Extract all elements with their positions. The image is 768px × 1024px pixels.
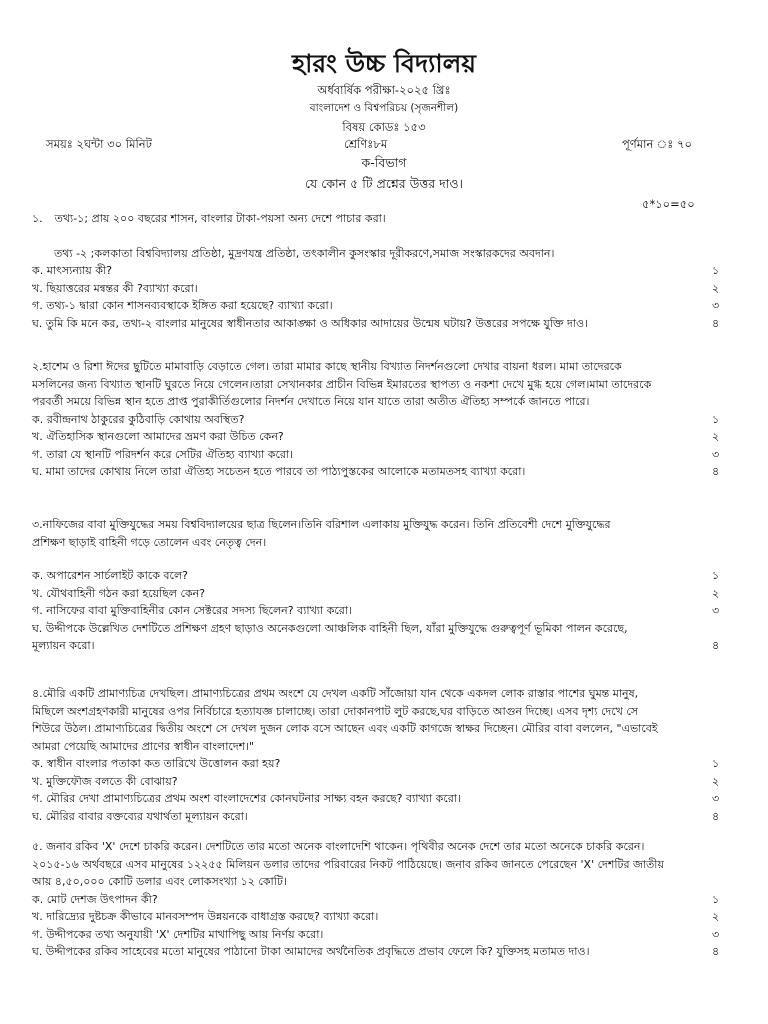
sub-question-mark: ৪	[712, 809, 720, 823]
sub-question-mark: ৩	[712, 927, 720, 941]
stem-line: ৪.মৌরি একটি প্রামাণ্যচিত্র দেখছিল। প্রামাণ্যচিত্রের প্রথম অংশে যে দেখল একটি সাঁজোয়া যান থেকে একদল লোক রাস্তার পাশের ঘুমন্ত মানুষ,	[32, 687, 639, 700]
question-stem-2: তথ্য -২ ;কলকাতা বিশ্ববিদ্যালয় প্রতিষ্ঠা, মুদ্রণযন্ত্র প্রতিষ্ঠা, তৎকালীন কুসংস্কার দূরীকরণে,সমাজ সংস্কারকদের অবদান।	[54, 246, 555, 260]
sub-question-text: ক. অপারেশন সার্চলাইট কাকে বলে?	[32, 569, 188, 582]
subject-code: বিষয় কোডঃ ১৫৩	[342, 120, 426, 134]
sub-question-text: ক. মাৎস্যন্যায় কী?	[32, 264, 112, 277]
sub-question-mark: ৪	[712, 639, 720, 652]
sub-question	[32, 908, 732, 926]
sub-question	[32, 428, 732, 446]
sub-question-mark: ১	[712, 757, 720, 770]
sub-question-text: গ. তথ্য-১ দ্বারা কোন শাসনব্যবস্থাকে ইঙ্গিত করা হয়েছে? ব্যাখ্যা করো।	[32, 299, 333, 312]
stem-line: মসলিনের জন্য বিখ্যাত স্থানটি ঘুরতে নিয়ে গেলেন।তারা সেখানকার প্রাচীন বিভিন্ন ইমারতের স্থাপত্য ও নকশা দেখে মুগ্ধ হয়ে গেল।মামা তাদেরকে	[32, 377, 652, 391]
sub-question-mark: ৩	[712, 447, 720, 461]
sub-question-mark: ১	[712, 892, 720, 906]
question-3	[32, 516, 732, 655]
sub-question-mark: ২	[712, 586, 720, 600]
sub-question	[32, 446, 732, 464]
sub-question	[32, 585, 732, 603]
full-marks: পূর্ণমান ঃ ৭০	[622, 137, 693, 151]
question-4	[32, 685, 732, 825]
sub-question-text: ঘ. উদ্দীপকের রকিব সাহেবের মতো মানুষের পাঠানো টাকা আমাদের অর্থনৈতিক প্রবৃদ্ধিতে প্রভাব ফেলে কি? যুক্তিসহ মতামত দাও।	[32, 945, 590, 958]
question-5	[32, 838, 732, 961]
stem-line: ৩.নাফিজের বাবা মুক্তিযুদ্ধের সময় বিশ্ববিদ্যালয়ের ছাত্র ছিলেন।তিনি বরিশাল এলাকায় মুক্তিযুদ্ধ করেন। তিনি প্রতিবেশী দেশে মুক্তিযুদ্ধের	[32, 518, 611, 531]
sub-question	[32, 808, 732, 826]
stem-line: ৫. জনাব রকিব 'X' দেশে চাকরি করেন। দেশটিতে তার মতো অনেক বাংলাদেশি থাকেন। পৃথিবীর অনেক দেশে তার মতো অনেকে চাকরি করেন।	[32, 840, 645, 853]
sub-question	[32, 773, 732, 791]
sub-question-mark: ২	[712, 281, 720, 295]
sub-question-mark: ২	[712, 430, 720, 443]
sub-question-text: গ. উদ্দীপকের তথ্য অনুযায়ী 'X' দেশটির মাথাপিছু আয় নির্ণয় করো।	[32, 927, 324, 941]
sub-question	[32, 297, 732, 315]
sub-question-mark: ২	[712, 774, 720, 788]
sub-question-text: খ. ছিয়াত্তরের মন্বন্তর কী ?ব্যাখ্যা করো।	[32, 281, 198, 295]
sub-question	[32, 790, 732, 808]
sub-question-mark: ৪	[712, 945, 720, 958]
sub-question-text: ক. মোট দেশজ উৎপাদন কী?	[32, 892, 158, 906]
sub-question-mark: ২	[712, 910, 720, 923]
sub-question-text: গ. মৌরির দেখা প্রামাণ্যচিত্রের প্রথম অংশ বাংলাদেশের কোনঘটনার সাক্ষ্য বহন করছে? ব্যাখ্যা করো।	[32, 792, 461, 805]
sub-question-text: ক. রবীন্দ্রনাথ ঠাকুরের কুঠিবাড়ি কোথায় অবস্থিত?	[32, 412, 245, 426]
sub-question	[32, 280, 732, 298]
question-1	[32, 210, 732, 332]
sub-question-text: খ. দারিদ্র্যের দুষ্টচক্র কীভাবে মানবসম্পদ উন্নয়নকে বাধাগ্রস্ত করছে? ব্যাখ্যা করো।	[32, 910, 379, 923]
sub-question-text: ক. স্বাধীন বাংলার পতাকা কত তারিখে উত্তোলন করা হয়?	[32, 757, 281, 770]
section-marks: ৫*১০=৫০	[642, 197, 695, 211]
stem-line: ২০১৫-১৬ অর্থবছরে এসব মানুষের ১২২৫৫ মিলিয়ন ডলার তাদের পরিবারের নিকট পাঠিয়েছে। জনাব রকিব জানতে পেরেছেন 'X' দেশটির জাতীয়	[32, 857, 664, 871]
sub-question-text: ঘ. মৌরির বাবার বক্তব্যের যথার্থতা মূল্যায়ন করো।	[32, 809, 248, 823]
sub-question-text: ঘ. তুমি কি মনে কর, তথ্য-২ বাংলার মানুষের স্বাধীনতার আকাঙ্ক্ষা ও অধিকার আদায়ের উন্মেষ ঘটায়? উত্তরের সপক্ষে যুক্তি দাও।	[32, 316, 589, 330]
sub-question-text: গ. নাসিফের বাবা মুক্তিবাহিনীর কোন সেক্টরের সদস্য ছিলেন? ব্যাখ্যা করো।	[32, 604, 352, 617]
sub-question	[32, 262, 732, 280]
stem-line: মিছিলে অংশগ্রহণকারী মানুষের ওপর নির্বিচারে হত্যাযজ্ঞ চালাচ্ছে। তারা দোকানপাট লুট করছে,ঘর বাড়িতে আগুন দিচ্ছে। এসব দৃশ্য দেখে সে	[32, 704, 639, 718]
question-stem	[32, 210, 732, 228]
stem-line: প্রশিক্ষণ ছাড়াই বাহিনী গড়ে তোলেন এবং নেতৃত্ব দেন।	[32, 535, 267, 549]
sub-question-mark: ৪	[712, 316, 720, 330]
sub-question-mark: ৪	[712, 465, 720, 478]
question-number: ১.	[32, 212, 43, 225]
sub-question	[32, 411, 732, 429]
sub-question	[32, 315, 732, 333]
sub-question	[32, 463, 732, 481]
stem-line: পরবর্তী সময়ে বিভিন্ন স্থান হতে প্রাপ্ত পুরাকীর্তিগুলোর নিদর্শন দেখাতে নিয়ে যান যাতে তারা অতীত ঐতিহ্য সম্পর্কে জানতে পারে।	[32, 395, 590, 408]
sub-question	[32, 637, 732, 655]
sub-question	[32, 943, 732, 961]
section-instruction: যে কোন ৫ টি প্রশ্নের উত্তর দাও।	[304, 176, 464, 191]
sub-question-text: খ. মুক্তিফৌজ বলতে কী বোঝায়?	[32, 774, 178, 788]
sub-question-mark: ১	[712, 569, 720, 582]
sub-question	[32, 891, 732, 909]
sub-question-text: খ. যৌথবাহিনী গঠন করা হয়েছিল কেন?	[32, 586, 206, 600]
exam-time: সময়ঃ ২ঘন্টা ৩০ মিনিট	[46, 137, 152, 151]
sub-question-mark: ৩	[712, 792, 720, 805]
sub-question	[32, 602, 732, 620]
sub-question-mark: ১	[712, 412, 720, 426]
subject-name: বাংলাদেশ ও বিশ্বপরিচয় (সৃজনশীল)	[309, 102, 459, 114]
sub-question-mark: ৩	[712, 299, 720, 312]
sub-question-text: খ. ঐতিহাসিক স্থানগুলো আমাদের ভ্রমণ করা উচিত কেন?	[32, 430, 284, 443]
class-label: শ্রেণিঃ৮ম	[344, 137, 388, 151]
sub-question-text: মূল্যায়ন করো।	[32, 639, 95, 652]
school-name: হারং উচ্চ বিদ্যালয়	[292, 49, 476, 78]
stem-line: শিউরে উঠল। প্রামাণ্যচিত্রের দ্বিতীয় অংশে সে দেখল দুজন লোক বসে আছেন এবং একটি কাগজে স্বাক্ষর দিচ্ছেন। মৌরির বাবা বললেন, "এভাবেই	[32, 722, 658, 735]
sub-question-mark: ৩	[712, 604, 720, 617]
sub-question	[32, 567, 732, 585]
sub-question-text: ঘ. উদ্দীপকে উল্লেখিত দেশটিতে প্রশিক্ষণ গ্রহণ ছাড়াও অনেকগুলো আঞ্চলিক বাহিনী ছিল, যাঁরা মুক্তিযুদ্ধে গুরুত্বপূর্ণ ভূমিকা পালন করেছে,	[32, 621, 628, 635]
question-2	[32, 358, 732, 481]
sub-question-mark: ১	[712, 264, 720, 277]
stem-line: ২.হাশেম ও রিশা ঈদের ছুটিতে মামাবাড়ি বেড়াতে গেল। তারা মামার কাছে স্থানীয় বিখ্যাত নিদর্শনগুলো দেখার বায়না ধরল। মামা তাদেরকে	[32, 360, 622, 373]
sub-question	[32, 755, 732, 773]
section-title: ক-বিভাগ	[361, 155, 407, 170]
sub-question	[32, 926, 732, 944]
exam-title: অর্ধবার্ষিক পরীক্ষা-২০২৫ খ্রিঃ	[317, 83, 451, 97]
stem-line: আয় ৪,৫০,০০০ কোটি ডলার এবং লোকসংখ্যা ১২ কোটি।	[32, 875, 287, 888]
stem-line: আমরা পেয়েছি আমাদের প্রাণের স্বাধীন বাংলাদেশ।"	[32, 739, 255, 753]
sub-question-text: গ. তারা যে স্থানটি পরিদর্শন করে সেটির ঐতিহ্য ব্যাখ্যা করো।	[32, 447, 294, 461]
stem-text: তথ্য-১; প্রায় ২০০ বছরের শাসন, বাংলার টাকা-পয়সা অন্য দেশে পাচার করা।	[54, 212, 386, 225]
sub-question-text: ঘ. মামা তাদের কোথায় নিলে তারা ঐতিহ্য সচেতন হতে পারবে তা পাঠ্যপুস্তকের আলোকে মতামতসহ ব্যাখ্যা করো।	[32, 465, 526, 478]
